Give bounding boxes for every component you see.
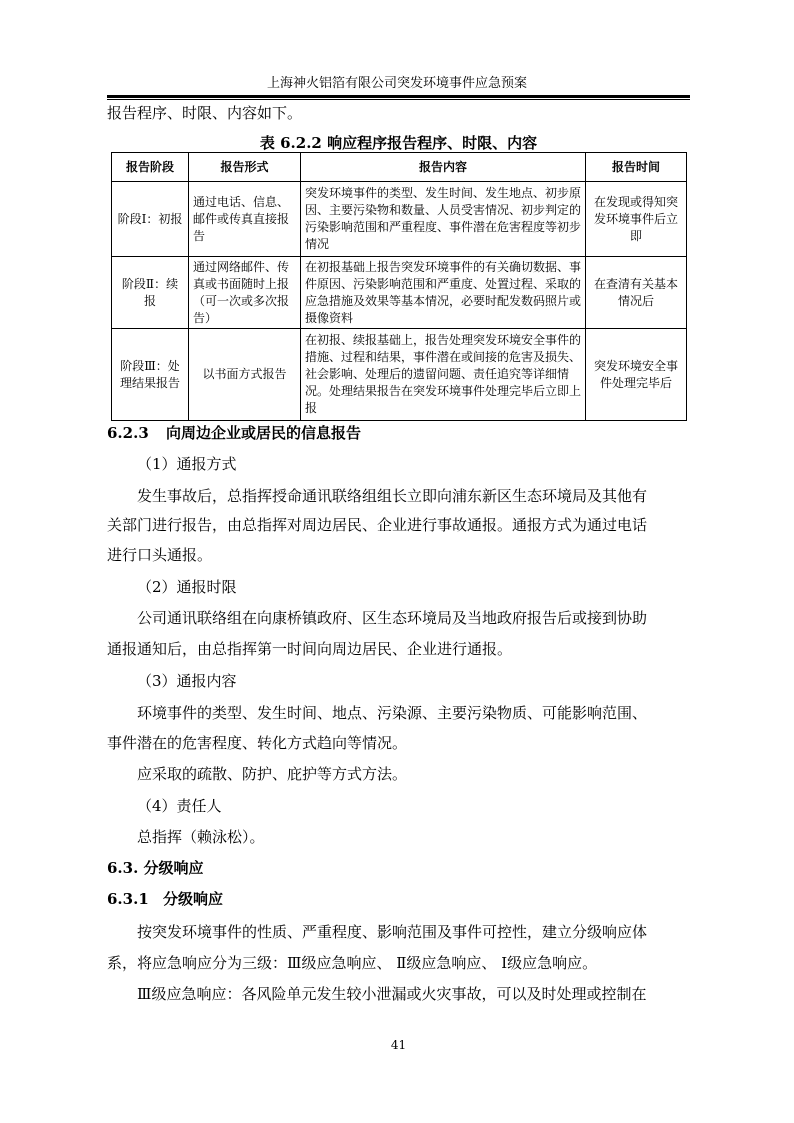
table-cell: 阶段Ⅱ：续报: [112, 257, 189, 329]
section-number-6-3-1: 6.3.1: [107, 890, 149, 908]
text-line: 系，将应急响应分为三级：Ⅲ级应急响应、 Ⅱ级应急响应、 Ⅰ级应急响应。: [107, 954, 598, 972]
table-cell: 突发环境安全事件处理完毕后: [586, 329, 687, 421]
table-cell: 在发现或得知突发环境事件后立即: [586, 182, 687, 257]
table-cell: 在查清有关基本情况后: [586, 257, 687, 329]
text-line: 通报通知后，由总指挥第一时间向周边居民、企业进行通报。: [107, 640, 513, 658]
table-cell: 通过电话、信息、邮件或传真直接报告: [189, 182, 301, 257]
section-title-6-2-3: 向周边企业或居民的信息报告: [166, 424, 362, 442]
header-rule-thick: [107, 95, 690, 98]
table-cell: 突发环境事件的类型、发生时间、发生地点、初步原因、主要污染物和数量、人员受害情况、初步判定的污染影响范围和严重程度、事件潜在危害程度等初步情况: [301, 182, 586, 257]
table-cell: 以书面方式报告: [189, 329, 301, 421]
table-cell: 在初报基础上报告突发环境事件的有关确切数据、事件原因、污染影响范围和严重度、处置过程、采取的应急措施及效果等基本情况，必要时配发数码照片或摄像资料: [301, 257, 586, 329]
text-line: 发生事故后，总指挥授命通讯联络组组长立即向浦东新区生态环境局及其他有: [137, 487, 648, 505]
header-cell-form: 报告形式: [189, 153, 301, 182]
text-line: 按突发环境事件的性质、严重程度、影响范围及事件可控性，建立分级响应体: [137, 923, 648, 941]
table-cell: 阶段Ⅲ：处理结果报告: [112, 329, 189, 421]
table-header-row: [112, 153, 687, 182]
table-row: [112, 182, 687, 257]
section-title-6-3: 6.3. 分级响应: [107, 859, 204, 877]
table-cell: 在初报、续报基础上，报告处理突发环境安全事件的措施、过程和结果，事件潜在或间接的危害及损失、社会影响、处理后的遗留问题、责任追究等详细情况。处理结果报告在突发环境事件处理完毕后立即上报: [301, 329, 586, 421]
label-notify-method: （1）通报方式: [137, 455, 237, 473]
header-cell-time: 报告时间: [586, 153, 687, 182]
text-line: 环境事件的类型、发生时间、地点、污染源、主要污染物质、可能影响范围、: [137, 704, 648, 722]
table-caption: 表 6.2.2 响应程序报告程序、时限、内容: [259, 134, 538, 152]
text-line: 应采取的疏散、防护、庇护等方式方法。: [137, 765, 408, 783]
page-number: 41: [390, 1038, 407, 1052]
label-notify-content: （3）通报内容: [137, 672, 237, 690]
text-line: 总指挥（赖泳松）。: [137, 828, 265, 846]
text-line: 关部门进行报告，由总指挥对周边居民、企业进行事故通报。通报方式为通过电话: [107, 516, 648, 534]
intro-text: 报告程序、时限、内容如下。: [107, 104, 303, 122]
text-line: 进行口头通报。: [107, 546, 213, 564]
report-table: [111, 152, 687, 421]
label-responsible: （4）责任人: [137, 797, 222, 815]
header-cell-content: 报告内容: [301, 153, 586, 182]
page-header: 上海神火铝箔有限公司突发环境事件应急预案: [266, 76, 527, 91]
table-row: [112, 257, 687, 329]
text-line: 事件潜在的危害程度、转化方式趋向等情况。: [107, 734, 408, 752]
header-rule-thin: [107, 99, 690, 100]
text-line: Ⅲ级应急响应：各风险单元发生较小泄漏或火灾事故，可以及时处理或控制在: [137, 985, 647, 1003]
section-title-6-3-1: 分级响应: [163, 890, 224, 908]
table-cell: 阶段Ⅰ：初报: [112, 182, 189, 257]
section-number-6-2-3: 6.2.3: [107, 424, 149, 442]
header-cell-stage: 报告阶段: [112, 153, 189, 182]
text-line: 公司通讯联络组在向康桥镇政府、区生态环境局及当地政府报告后或接到协助: [137, 609, 648, 627]
table-cell: 通过网络邮件、传真或书面随时上报（可一次或多次报告）: [189, 257, 301, 329]
label-notify-time: （2）通报时限: [137, 578, 237, 596]
table-row: [112, 329, 687, 421]
